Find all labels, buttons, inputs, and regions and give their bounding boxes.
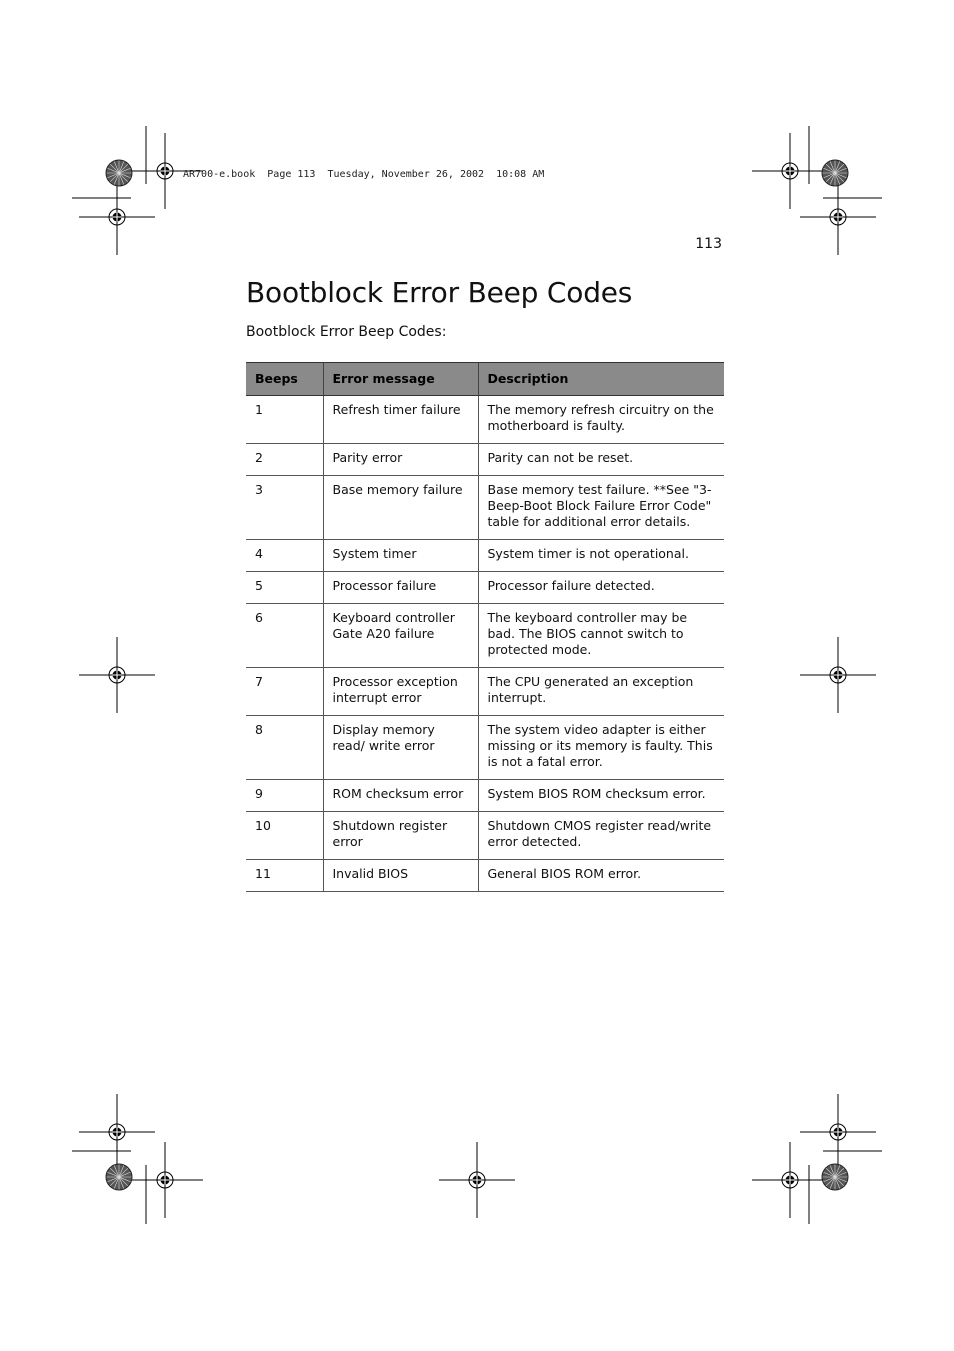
cell-description: General BIOS ROM error.	[478, 860, 724, 892]
cell-error-message: Keyboard controller Gate A20 failure	[323, 604, 478, 668]
cell-description: System BIOS ROM checksum error.	[478, 780, 724, 812]
table-row	[246, 572, 724, 604]
table-row	[246, 812, 724, 860]
cell-description: The system video adapter is either missing or its memory is faulty. This is not a fatal error.	[478, 716, 724, 780]
cell-beeps: 2	[246, 444, 323, 476]
cell-error-message: Display memory read/ write error	[323, 716, 478, 780]
cell-error-message: Processor failure	[323, 572, 478, 604]
header-description: Description	[478, 363, 724, 396]
cell-description: The keyboard controller may be bad. The BIOS cannot switch to protected mode.	[478, 604, 724, 668]
cell-beeps: 9	[246, 780, 323, 812]
cell-error-message: Processor exception interrupt error	[323, 668, 478, 716]
cell-description: Base memory test failure. **See "3-Beep-Boot Block Failure Error Code" table for additional error details.	[478, 476, 724, 540]
header-beeps: Beeps	[246, 363, 323, 396]
cell-beeps: 8	[246, 716, 323, 780]
page-number: 113	[695, 236, 722, 252]
table-row	[246, 540, 724, 572]
cell-beeps: 1	[246, 396, 323, 444]
beep-codes-table	[246, 362, 724, 892]
cell-error-message: System timer	[323, 540, 478, 572]
table-row	[246, 860, 724, 892]
cell-beeps: 11	[246, 860, 323, 892]
cell-beeps: 10	[246, 812, 323, 860]
table-row	[246, 716, 724, 780]
cell-beeps: 6	[246, 604, 323, 668]
intro-text: Bootblock Error Beep Codes:	[246, 324, 447, 340]
cell-beeps: 4	[246, 540, 323, 572]
cell-error-message: ROM checksum error	[323, 780, 478, 812]
table-row	[246, 604, 724, 668]
cell-description: The CPU generated an exception interrupt.	[478, 668, 724, 716]
table-row	[246, 780, 724, 812]
table-row	[246, 668, 724, 716]
table-header-row	[246, 363, 724, 396]
cell-error-message: Invalid BIOS	[323, 860, 478, 892]
table-row	[246, 476, 724, 540]
cell-error-message: Refresh timer failure	[323, 396, 478, 444]
cell-description: Processor failure detected.	[478, 572, 724, 604]
cell-error-message: Shutdown register error	[323, 812, 478, 860]
page-title: Bootblock Error Beep Codes	[246, 276, 633, 309]
table-row	[246, 396, 724, 444]
header-error-message: Error message	[323, 363, 478, 396]
cell-beeps: 5	[246, 572, 323, 604]
cell-description: Parity can not be reset.	[478, 444, 724, 476]
cell-description: System timer is not operational.	[478, 540, 724, 572]
table-row	[246, 444, 724, 476]
cell-beeps: 7	[246, 668, 323, 716]
cell-error-message: Base memory failure	[323, 476, 478, 540]
cell-description: The memory refresh circuitry on the motherboard is faulty.	[478, 396, 724, 444]
cell-beeps: 3	[246, 476, 323, 540]
cell-error-message: Parity error	[323, 444, 478, 476]
print-header: AR700-e.book Page 113 Tuesday, November 26, 2002 10:08 AM	[183, 169, 545, 180]
cell-description: Shutdown CMOS register read/write error detected.	[478, 812, 724, 860]
